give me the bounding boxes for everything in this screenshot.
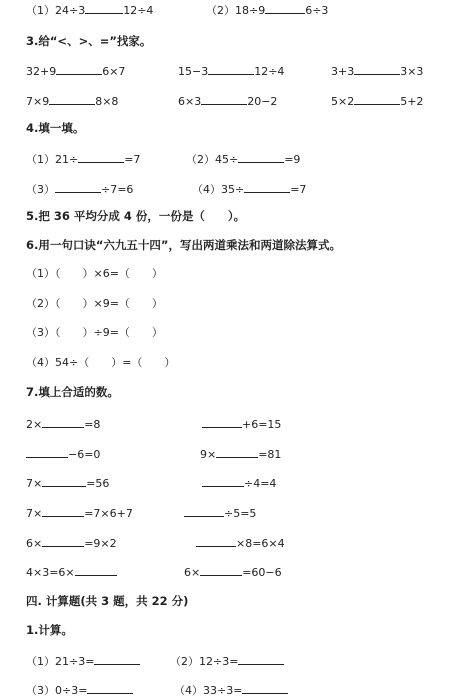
question-title: 1.计算。 [26, 623, 73, 637]
fill-item [26, 181, 133, 197]
calc-item [26, 682, 133, 698]
question-title: 4.填一填。 [26, 121, 85, 135]
answer-blank[interactable] [184, 505, 224, 517]
fill-post: =56 [86, 477, 110, 490]
fill-pre: 7× [26, 507, 43, 520]
fill-post: =9×2 [84, 537, 117, 550]
fill-post: =7 [290, 183, 307, 196]
fill-post: =7 [124, 153, 141, 166]
fill-pre: 4×3=6× [26, 566, 75, 579]
fill-item [26, 446, 100, 462]
fill-item [202, 416, 281, 432]
answer-blank[interactable] [94, 653, 140, 665]
answer-blank[interactable] [196, 535, 236, 547]
answer-blank[interactable] [42, 416, 84, 428]
fill-item [202, 475, 276, 491]
q2-expr: （1）24÷3 [26, 4, 86, 17]
calc-item [26, 653, 140, 669]
equation-line: （4）54÷（ ）=（ ） [26, 356, 176, 369]
answer-blank[interactable] [238, 653, 284, 665]
question-title: 5.把 36 平均分成 4 份，一份是（ ）。 [26, 209, 246, 223]
answer-blank[interactable] [216, 446, 258, 458]
fill-pre: 6× [26, 537, 43, 550]
answer-blank[interactable] [242, 682, 288, 694]
fill-post: −6=0 [68, 448, 101, 461]
fill-item [192, 181, 306, 197]
fill-item [200, 446, 281, 462]
answer-blank[interactable] [56, 63, 102, 75]
fill-post: =60−6 [242, 566, 282, 579]
compare-right: 12÷4 [254, 65, 285, 78]
fill-post: ×8=6×4 [236, 537, 285, 550]
fill-pre: （3） [26, 183, 55, 196]
fill-post: =9 [284, 153, 301, 166]
answer-blank[interactable] [49, 93, 95, 105]
calc-expr: （1）21÷3= [26, 655, 95, 668]
fill-pre: 2× [26, 418, 43, 431]
fill-item [26, 505, 133, 521]
fill-item [26, 475, 109, 491]
calc-expr: （4）33÷3= [174, 684, 243, 697]
q2-line [26, 2, 153, 18]
section-title: 四. 计算题(共 3 题，共 22 分) [26, 594, 189, 608]
fill-pre: （2）45÷ [186, 153, 239, 166]
compare-item [26, 63, 125, 79]
calc-expr: （2）12÷3= [170, 655, 239, 668]
q2-expr: （2）18÷9 [206, 4, 266, 17]
fill-post: ÷7=6 [101, 183, 134, 196]
answer-blank[interactable] [78, 151, 124, 163]
compare-left: 32+9 [26, 65, 57, 78]
calc-item [170, 653, 284, 669]
compare-item [178, 63, 284, 79]
fill-item [184, 564, 282, 580]
answer-blank[interactable] [42, 505, 84, 517]
compare-item [178, 93, 277, 109]
compare-right: 6×7 [102, 65, 126, 78]
equation-line: （2）（ ）×9=（ ） [26, 297, 163, 310]
equation-line: （3）（ ）÷9=（ ） [26, 326, 163, 339]
fill-post: ÷5=5 [224, 507, 257, 520]
fill-post: =8 [84, 418, 101, 431]
fill-post: ÷4=4 [244, 477, 277, 490]
fill-post: =7×6+7 [84, 507, 133, 520]
fill-item [184, 505, 256, 521]
question-title: 3.给“<、>、=”找家。 [26, 34, 152, 48]
calc-expr: （3）0÷3= [26, 684, 88, 697]
fill-item [196, 535, 285, 551]
answer-blank[interactable] [42, 535, 84, 547]
compare-left: 15−3 [178, 65, 209, 78]
compare-right: 5+2 [400, 95, 424, 108]
answer-blank[interactable] [354, 63, 400, 75]
compare-left: 5×2 [331, 95, 355, 108]
fill-pre: 7× [26, 477, 43, 490]
fill-item [26, 564, 117, 580]
compare-left: 7×9 [26, 95, 50, 108]
answer-blank[interactable] [75, 564, 117, 576]
fill-pre: 9× [200, 448, 217, 461]
answer-blank[interactable] [265, 2, 305, 14]
answer-blank[interactable] [202, 416, 242, 428]
compare-right: 20−2 [247, 95, 278, 108]
compare-right: 8×8 [95, 95, 119, 108]
compare-item [331, 63, 423, 79]
answer-blank[interactable] [85, 2, 123, 14]
q2-expr: 6÷3 [305, 4, 329, 17]
answer-blank[interactable] [244, 181, 290, 193]
answer-blank[interactable] [42, 475, 86, 487]
answer-blank[interactable] [202, 475, 244, 487]
answer-blank[interactable] [208, 63, 254, 75]
fill-pre: 6× [184, 566, 201, 579]
fill-post: =81 [258, 448, 282, 461]
fill-item [26, 416, 100, 432]
compare-right: 3×3 [400, 65, 424, 78]
fill-item [186, 151, 300, 167]
question-title: 7.填上合适的数。 [26, 385, 119, 399]
answer-blank[interactable] [87, 682, 133, 694]
compare-item [26, 93, 118, 109]
answer-blank[interactable] [238, 151, 284, 163]
answer-blank[interactable] [200, 564, 242, 576]
answer-blank[interactable] [26, 446, 68, 458]
answer-blank[interactable] [354, 93, 400, 105]
equation-line: （1）（ ）×6=（ ） [26, 267, 163, 280]
compare-item [331, 93, 423, 109]
q2-expr: 12÷4 [123, 4, 154, 17]
answer-blank[interactable] [55, 181, 101, 193]
fill-pre: （4）35÷ [192, 183, 245, 196]
fill-post: +6=15 [242, 418, 282, 431]
fill-item [26, 151, 140, 167]
q2-line [206, 2, 328, 18]
question-title: 6.用一句口诀“六九五十四”，写出两道乘法和两道除法算式。 [26, 238, 341, 252]
calc-item [174, 682, 288, 698]
answer-blank[interactable] [201, 93, 247, 105]
compare-left: 6×3 [178, 95, 202, 108]
fill-item [26, 535, 117, 551]
fill-pre: （1）21÷ [26, 153, 79, 166]
compare-left: 3+3 [331, 65, 355, 78]
